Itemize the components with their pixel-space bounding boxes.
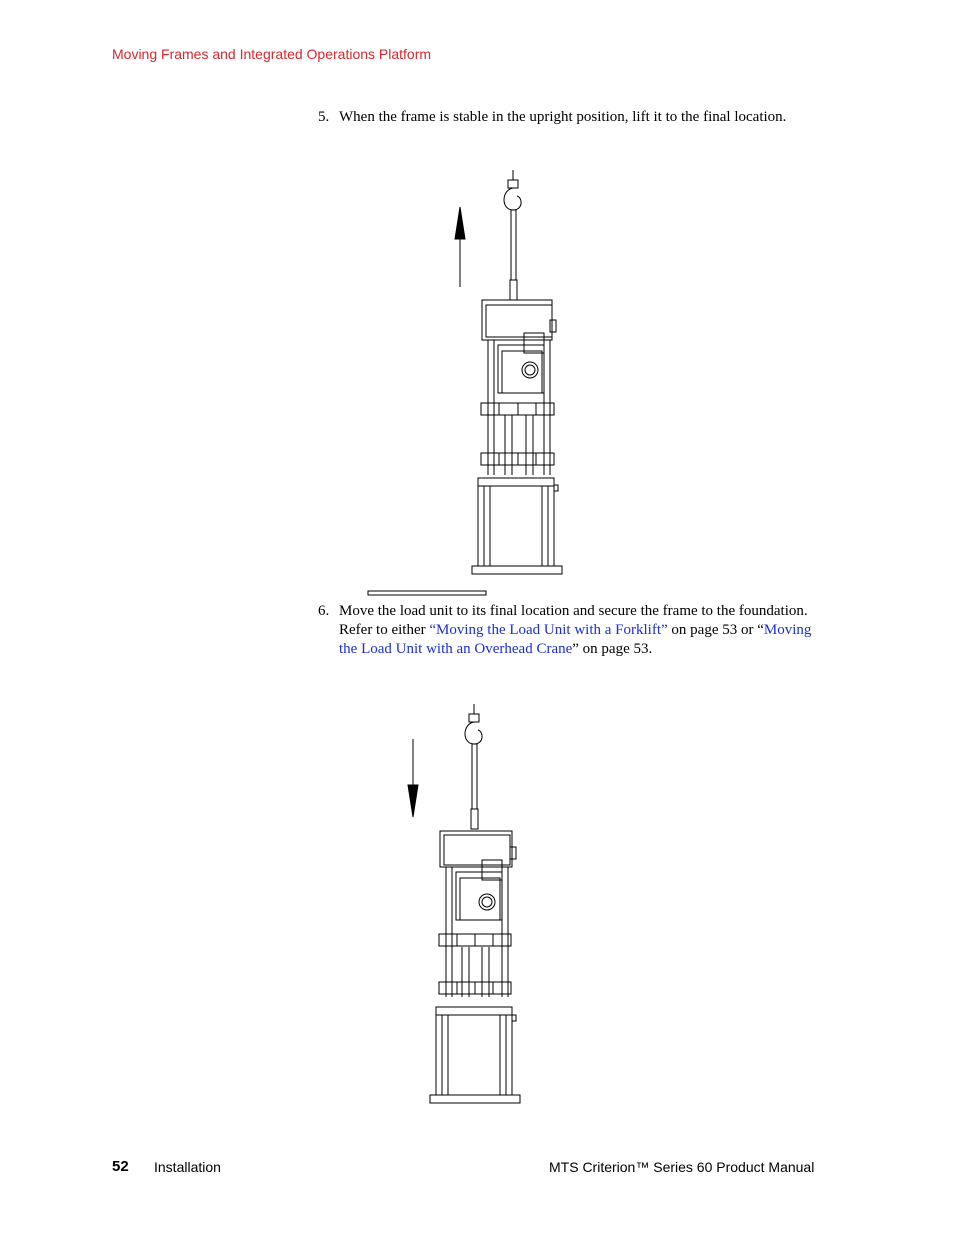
footer-manual-title: MTS Criterion™ Series 60 Product Manual — [549, 1159, 815, 1175]
up-arrow-head — [455, 207, 465, 239]
step-5 — [318, 108, 818, 127]
running-header: Moving Frames and Integrated Operations Platform — [112, 46, 432, 62]
lower-frame-figure — [400, 697, 530, 1107]
step-number: 6. — [318, 603, 330, 619]
overhead-crane-link[interactable]: Moving the Load Unit with an Overhead Crane — [339, 622, 812, 657]
page-number: 52 — [112, 1158, 129, 1175]
step-text: When the frame is stable in the upright position, lift it to the final location. — [339, 109, 787, 125]
step-text-part: ” on page 53. — [572, 641, 653, 657]
down-arrow-head — [408, 785, 418, 817]
step-text — [339, 602, 818, 659]
step-number: 5. — [318, 109, 330, 125]
lift-frame-figure — [360, 165, 580, 600]
step-text-part: Move the load unit to its final location and secure the frame to the foundation. Refer to either — [339, 603, 808, 638]
forklift-link[interactable]: “Moving the Load Unit with a Forklift” — [429, 622, 668, 638]
step-6 — [318, 602, 818, 659]
step-text-part: on page 53 or “ — [667, 622, 764, 638]
footer-section: Installation — [154, 1159, 221, 1175]
